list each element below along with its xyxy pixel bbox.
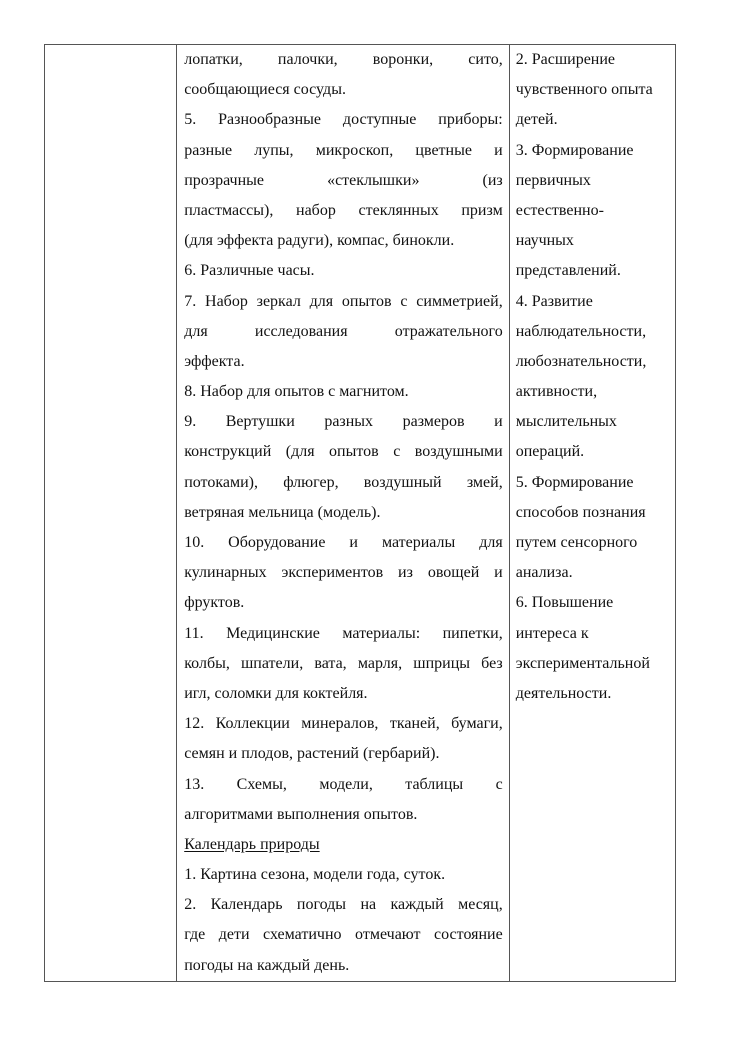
goals-list-line: путем сенсорного: [515, 534, 638, 551]
goals-list-line: операций.: [515, 443, 585, 461]
goals-list-line: научных: [515, 232, 574, 250]
goals-list-line: 3. Формирование: [515, 141, 634, 159]
goals-list-line: любознательности,: [515, 352, 647, 370]
materials-list-line: для исследования отражательного: [184, 322, 503, 340]
materials-list-line: лопатки, палочки, воронки, сито,: [184, 51, 503, 68]
goals-list-line: мыслительных: [515, 413, 617, 431]
materials-list-line: семян и плодов, растений (гербарий).: [184, 745, 440, 763]
table-row: [45, 45, 676, 982]
goals-list-line: 5. Формирование: [515, 473, 634, 491]
materials-list-line: 8. Набор для опытов с магнитом.: [184, 383, 409, 401]
materials-list-line: погоды на каждый день.: [184, 956, 350, 974]
goals-list-line: деятельности.: [515, 684, 612, 702]
materials-list-line: пластмассы), набор стеклянных призм: [184, 201, 503, 219]
materials-list-line: 7. Набор зеркал для опытов с симметрией,: [184, 292, 503, 310]
materials-list-line: колбы, шпатели, вата, марля, шприцы без: [184, 654, 503, 672]
goals-list-line: 6. Повышение: [515, 594, 614, 612]
materials-list-line: 6. Различные часы.: [184, 262, 315, 280]
section-heading: Календарь природы: [184, 835, 320, 853]
materials-list-line: [184, 830, 503, 860]
goals-list-line: экспериментальной: [515, 654, 650, 672]
materials-list-line: 12. Коллекции минералов, тканей, бумаги,: [184, 715, 503, 733]
goals-list-line: первичных: [515, 171, 591, 189]
materials-list: [177, 45, 509, 981]
goals-list-line: наблюдательности,: [515, 322, 647, 340]
materials-list-line: 13. Схемы, модели, таблицы с: [184, 775, 503, 793]
materials-list-line: разные лупы, микроскоп, цветные и: [184, 141, 503, 159]
goals-list-line: естественно-: [515, 201, 604, 219]
materials-list-line: алгоритмами выполнения опытов.: [184, 805, 418, 823]
materials-list-line: игл, соломки для коктейля.: [184, 684, 368, 702]
goals-list-line: активности,: [515, 383, 598, 401]
materials-list-line: 10. Оборудование и материалы для: [184, 534, 503, 551]
materials-list-line: где дети схематично отмечают состояние: [184, 926, 503, 944]
materials-list-line: (для эффекта радуги), компас, бинокли.: [184, 232, 455, 250]
goals-list-line: интереса к: [515, 624, 589, 642]
materials-list-line: 11. Медицинские материалы: пипетки,: [184, 624, 503, 642]
materials-list-line: 9. Вертушки разных размеров и: [184, 413, 503, 431]
empty-first-column-cell: [45, 45, 177, 982]
goals-list-line: 2. Расширение: [515, 51, 616, 68]
materials-list-line: 2. Календарь погоды на каждый месяц,: [184, 896, 503, 914]
materials-list-line: ветряная мельница (модель).: [184, 503, 381, 521]
goals-list-line: анализа.: [515, 564, 573, 582]
goals-list-line: детей.: [515, 111, 558, 129]
goals-list-line: чувственного опыта: [515, 81, 653, 99]
document-table: [44, 44, 676, 982]
goals-list-line: 4. Развитие: [515, 292, 593, 310]
materials-list-line: потоками), флюгер, воздушный змей,: [184, 473, 503, 491]
materials-list-line: 1. Картина сезона, модели года, суток.: [184, 866, 446, 884]
goals-list-line: представлений.: [515, 262, 621, 280]
materials-list-line: сообщающиеся сосуды.: [184, 81, 346, 99]
goals-list-cell: [509, 45, 675, 982]
materials-list-line: конструкций (для опытов с воздушными: [184, 443, 503, 461]
materials-list-line: фруктов.: [184, 594, 245, 612]
materials-list-line: эффекта.: [184, 352, 245, 370]
goals-list: [510, 45, 675, 709]
materials-list-line: кулинарных экспериментов из овощей и: [184, 564, 503, 582]
materials-list-line: прозрачные «стеклышки» (из: [184, 171, 503, 189]
materials-list-cell: [177, 45, 510, 982]
materials-list-line: 5. Разнообразные доступные приборы:: [184, 111, 503, 129]
goals-list-line: способов познания: [515, 503, 646, 521]
